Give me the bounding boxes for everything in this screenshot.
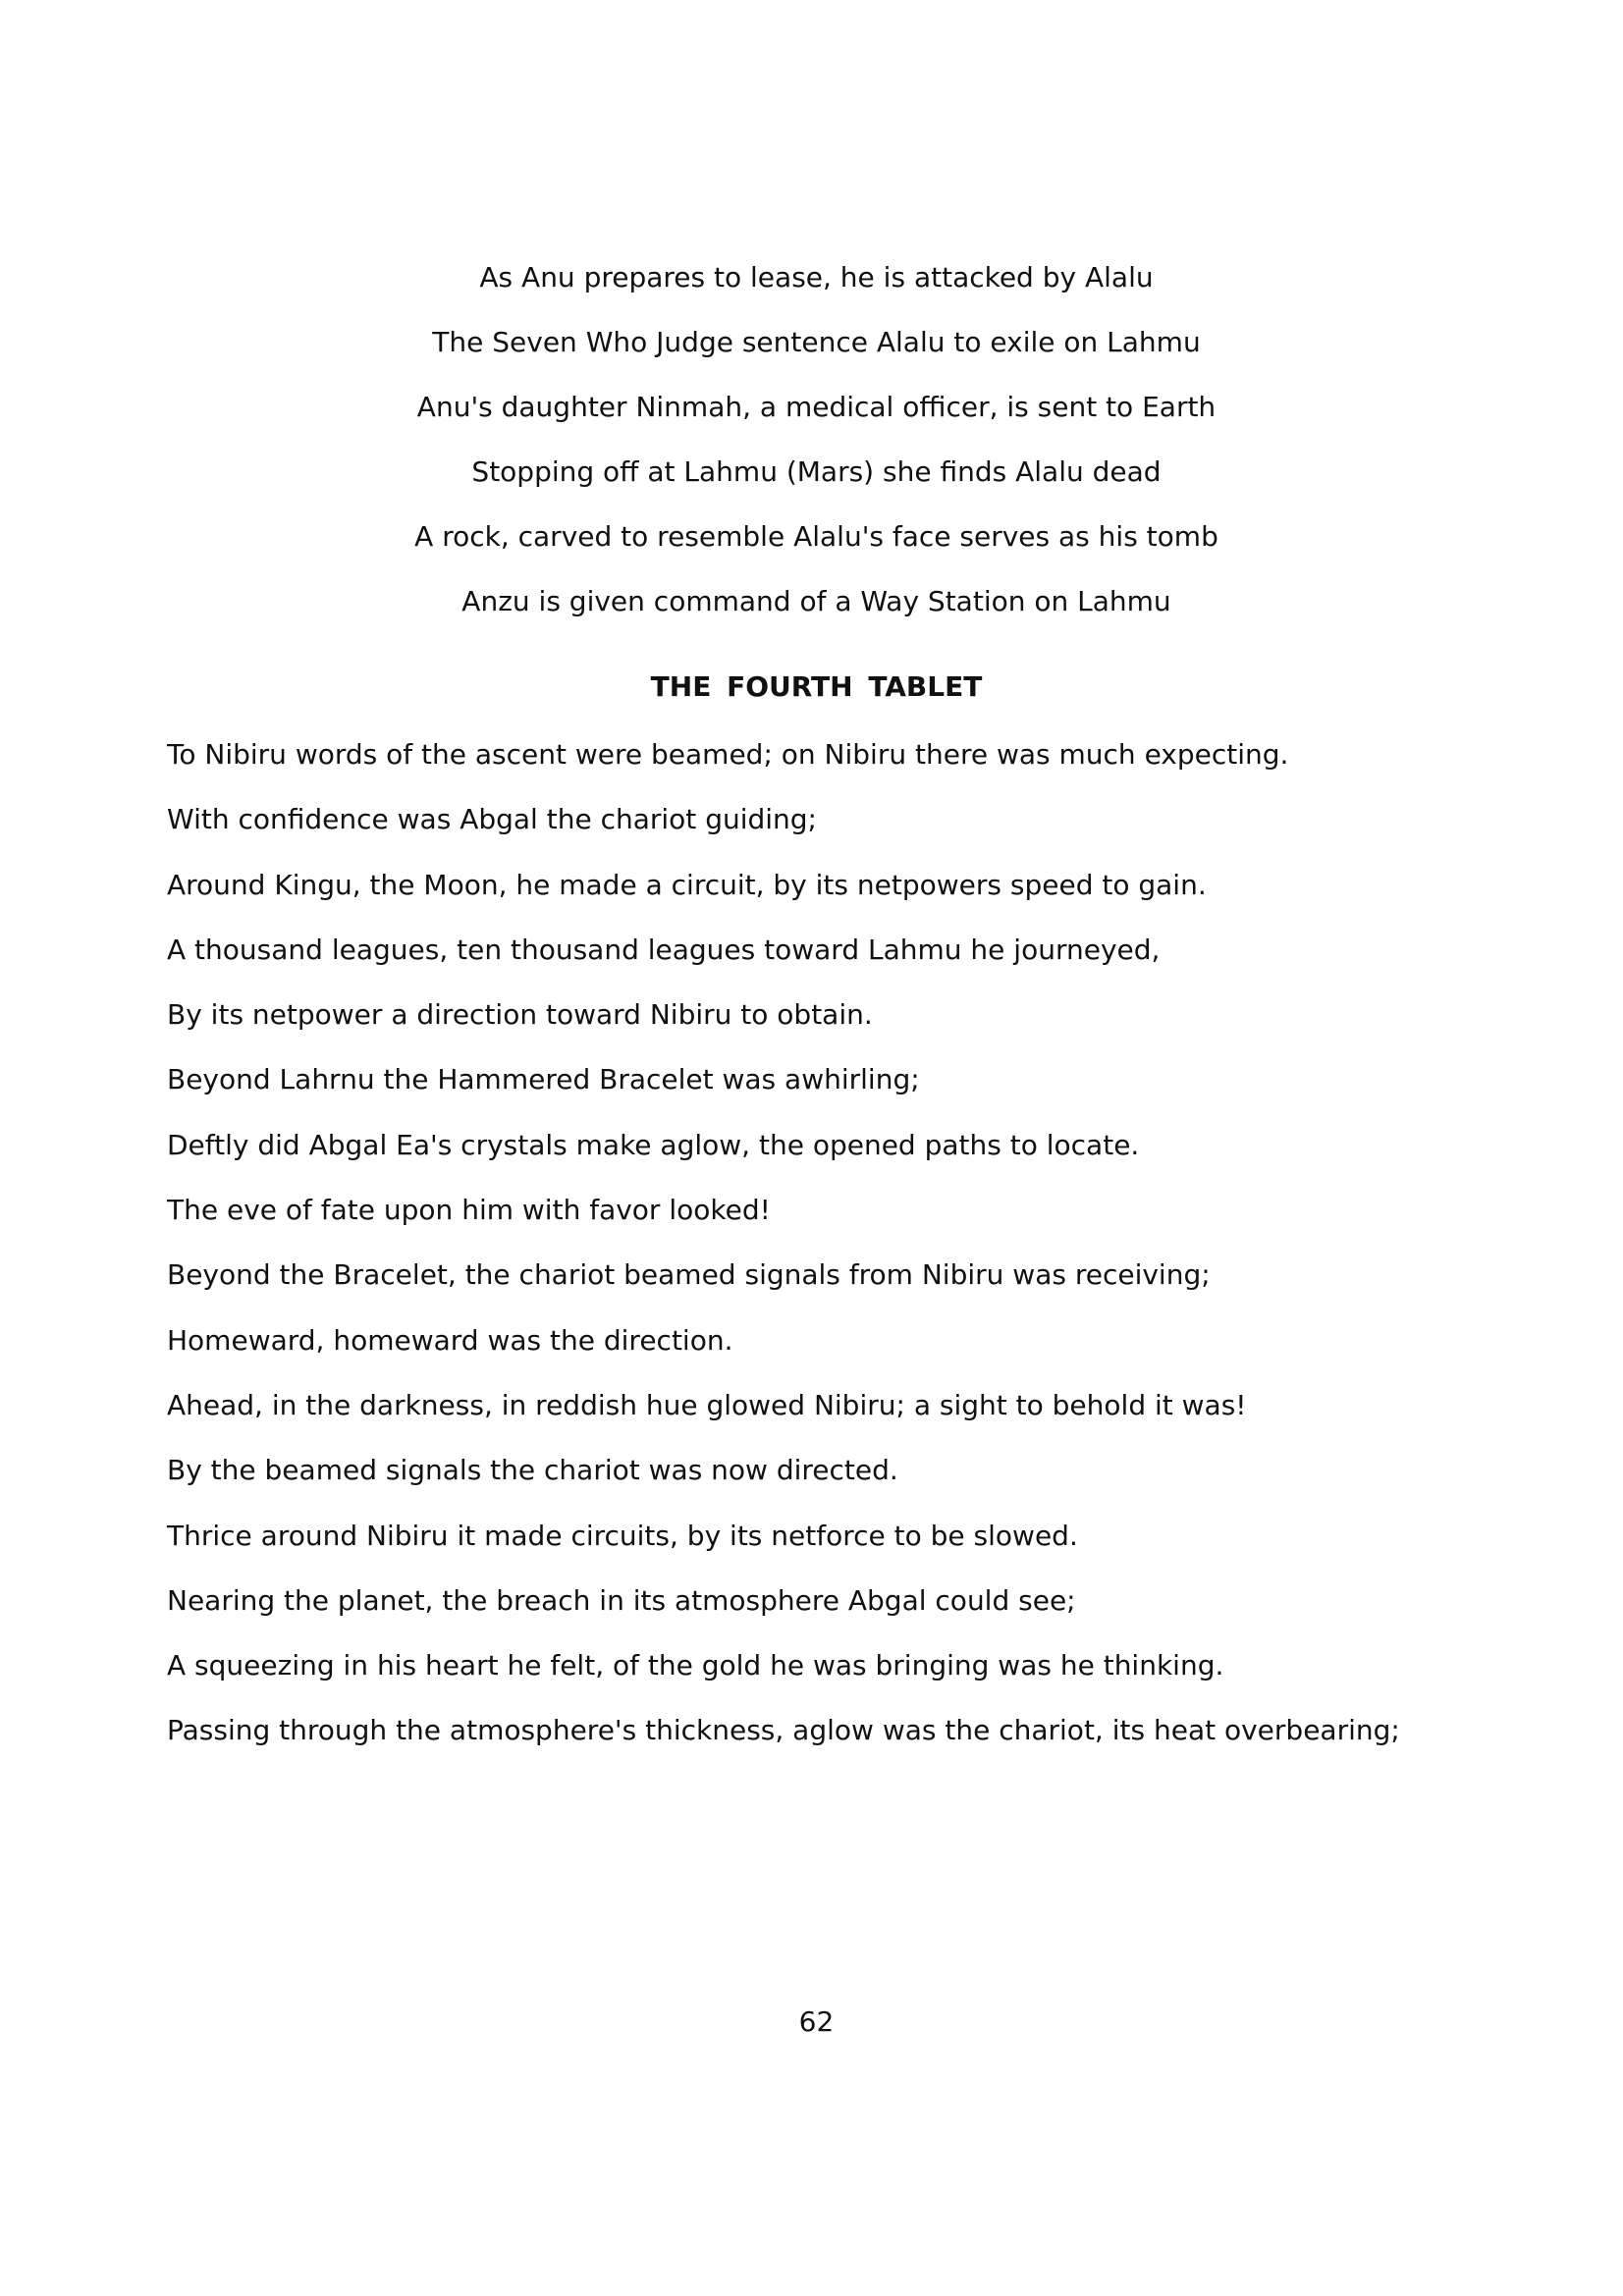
summary-line: Anzu is given command of a Way Station on Lahmu	[461, 585, 1171, 617]
verse-line: Passing through the atmosphere's thickness, aglow was the chariot, its heat overbearing;	[167, 1714, 1400, 1747]
verse-line: By its netpower a direction toward Nibiru to obtain.	[167, 998, 873, 1032]
verse-line: To Nibiru words of the ascent were beamed; on Nibiru there was much expecting.	[167, 738, 1289, 771]
verse-line: Ahead, in the darkness, in reddish hue glowed Nibiru; a sight to behold it was!	[167, 1388, 1247, 1421]
verse-line: A thousand leagues, ten thousand leagues toward Lahmu he journeyed,	[167, 933, 1161, 966]
verse-line: The eve of fate upon him with favor looked!	[167, 1194, 771, 1227]
verse-line: Deftly did Abgal Ea's crystals make aglow, the opened paths to locate.	[167, 1128, 1140, 1161]
page-number: 62	[798, 2005, 835, 2038]
chapter-summary	[0, 245, 1623, 634]
verse-line: Thrice around Nibiru it made circuits, by its netforce to be slowed.	[167, 1519, 1078, 1552]
verse-text	[167, 722, 1473, 1764]
verse-line: Homeward, homeward was the direction.	[167, 1323, 733, 1357]
summary-line: Stopping off at Lahmu (Mars) she finds Alalu dead	[471, 455, 1162, 488]
summary-line: Anu's daughter Ninmah, a medical officer, is sent to Earth	[416, 391, 1217, 423]
summary-line: The Seven Who Judge sentence Alalu to exile on Lahmu	[432, 326, 1201, 358]
verse-line: A squeezing in his heart he felt, of the gold he was bringing was he thinking.	[167, 1649, 1224, 1682]
verse-line: With confidence was Abgal the chariot guiding;	[167, 803, 817, 836]
summary-line: As Anu prepares to lease, he is attacked by Alalu	[479, 261, 1154, 294]
section-heading: THE FOURTH TABLET	[650, 670, 983, 703]
verse-line: Beyond Lahrnu the Hammered Bracelet was awhirling;	[167, 1063, 920, 1096]
verse-line: Nearing the planet, the breach in its atmosphere Abgal could see;	[167, 1583, 1076, 1617]
verse-line: Around Kingu, the Moon, he made a circuit, by its netpowers speed to gain.	[167, 868, 1207, 901]
verse-line: By the beamed signals the chariot was now directed.	[167, 1454, 898, 1487]
summary-line: A rock, carved to resemble Alalu's face serves as his tomb	[414, 520, 1218, 553]
verse-line: Beyond the Bracelet, the chariot beamed signals from Nibiru was receiving;	[167, 1258, 1211, 1292]
